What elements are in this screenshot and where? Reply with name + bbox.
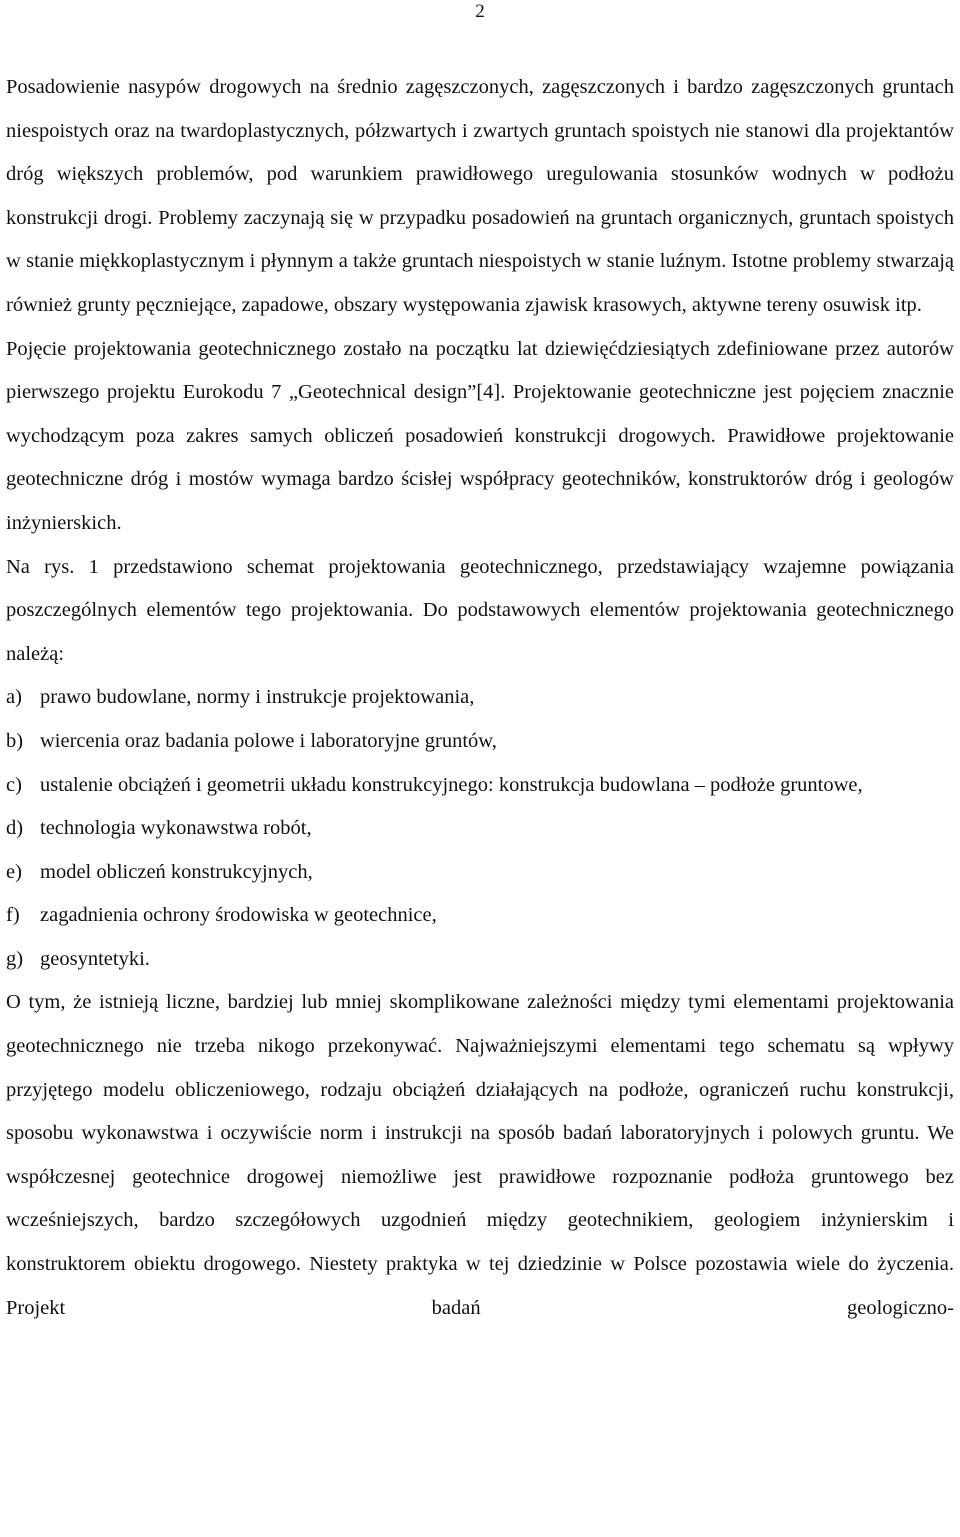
list-marker: e) bbox=[6, 860, 22, 883]
design-elements-list bbox=[6, 676, 954, 981]
list-item bbox=[6, 894, 954, 938]
list-item bbox=[6, 676, 954, 720]
list-item bbox=[6, 764, 954, 808]
paragraph-geotechnical-design: Pojęcie projektowania geotechnicznego zostało na początku lat dziewięćdziesiątych zdefiniowane przez autorów pierwszego projektu Eurokodu 7 „Geotechnical design”[4]. Projektowanie geotechniczne jest pojęciem znacznie wychodzącym poza zakres samych obliczeń posadowień konstrukcji drogowych. Prawidłowe projektowanie geotechniczne dróg i mostów wymaga bardzo ścisłej współpracy geotechników, konstruktorów dróg i geologów inżynierskich. bbox=[6, 337, 954, 534]
list-marker: d) bbox=[6, 817, 24, 840]
list-item bbox=[6, 720, 954, 764]
paragraph-intro: Posadowienie nasypów drogowych na średnio zagęszczonych, zagęszczonych i bardzo zagęszczonych gruntach niespoistych oraz na twardoplastycznych, półzwartych i zwartych gruntach spoistych nie stanowi dla projektantów dróg większych problemów, pod warunkiem prawidłowego uregulowania stosunków wodnych w podłożu konstrukcji drogi. Problemy zaczynają się w przypadku posadowień na gruntach organicznych, gruntach spoistych w stanie miękkoplastycznym i płynnym a także gruntach niespoistych w stanie luźnym. Istotne problemy stwarzają również grunty pęczniejące, zapadowe, obszary występowania zjawisk krasowych, aktywne tereny osuwisk itp. bbox=[6, 76, 954, 316]
list-marker: g) bbox=[6, 947, 24, 970]
paragraph-schema: Na rys. 1 przedstawiono schemat projektowania geotechnicznego, przedstawiający wzajemne powiązania poszczególnych elementów tego projektowania. Do podstawowych elementów projektowania geotechnicznego należą: bbox=[6, 555, 954, 665]
list-marker: f) bbox=[6, 904, 20, 927]
list-item-text: wiercenia oraz badania polowe i laboratoryjne gruntów, bbox=[40, 729, 497, 752]
document-body bbox=[6, 66, 954, 1330]
list-marker: a) bbox=[6, 686, 22, 709]
list-item-text: model obliczeń konstrukcyjnych, bbox=[40, 860, 313, 883]
list-item bbox=[6, 938, 954, 982]
list-marker: c) bbox=[6, 773, 22, 796]
list-item bbox=[6, 851, 954, 895]
paragraph-closing: O tym, że istnieją liczne, bardziej lub mniej skomplikowane zależności między tymi elementami projektowania geotechnicznego nie trzeba nikogo przekonywać. Najważniejszymi elementami tego schematu są wpływy przyjętego modelu obliczeniowego, rodzaju obciążeń działających na podłoże, ograniczeń ruchu konstrukcji, sposobu wykonawstwa i oczywiście norm i instrukcji na sposób badań laboratoryjnych i polowych gruntu. We współczesnej geotechnice drogowej niemożliwe jest prawidłowe rozpoznanie podłoża gruntowego bez wcześniejszych, bardzo szczegółowych uzgodnień między geotechnikiem, geologiem inżynierskim i konstruktorem obiektu drogowego. Niestety praktyka w tej dziedzinie w Polsce pozostawia wiele do życzenia. Projekt badań geologiczno- bbox=[6, 991, 954, 1319]
page-number: 2 bbox=[475, 1, 485, 22]
list-item-text: prawo budowlane, normy i instrukcje projektowania, bbox=[40, 686, 475, 709]
list-item-text: zagadnienia ochrony środowiska w geotechnice, bbox=[40, 904, 437, 927]
list-marker: b) bbox=[6, 729, 24, 752]
list-item-text: geosyntetyki. bbox=[40, 947, 150, 970]
list-item bbox=[6, 807, 954, 851]
list-item-text: technologia wykonawstwa robót, bbox=[40, 817, 312, 840]
list-item-text: ustalenie obciążeń i geometrii układu konstrukcyjnego: konstrukcja budowlana – podłoże gruntowe, bbox=[40, 773, 863, 796]
